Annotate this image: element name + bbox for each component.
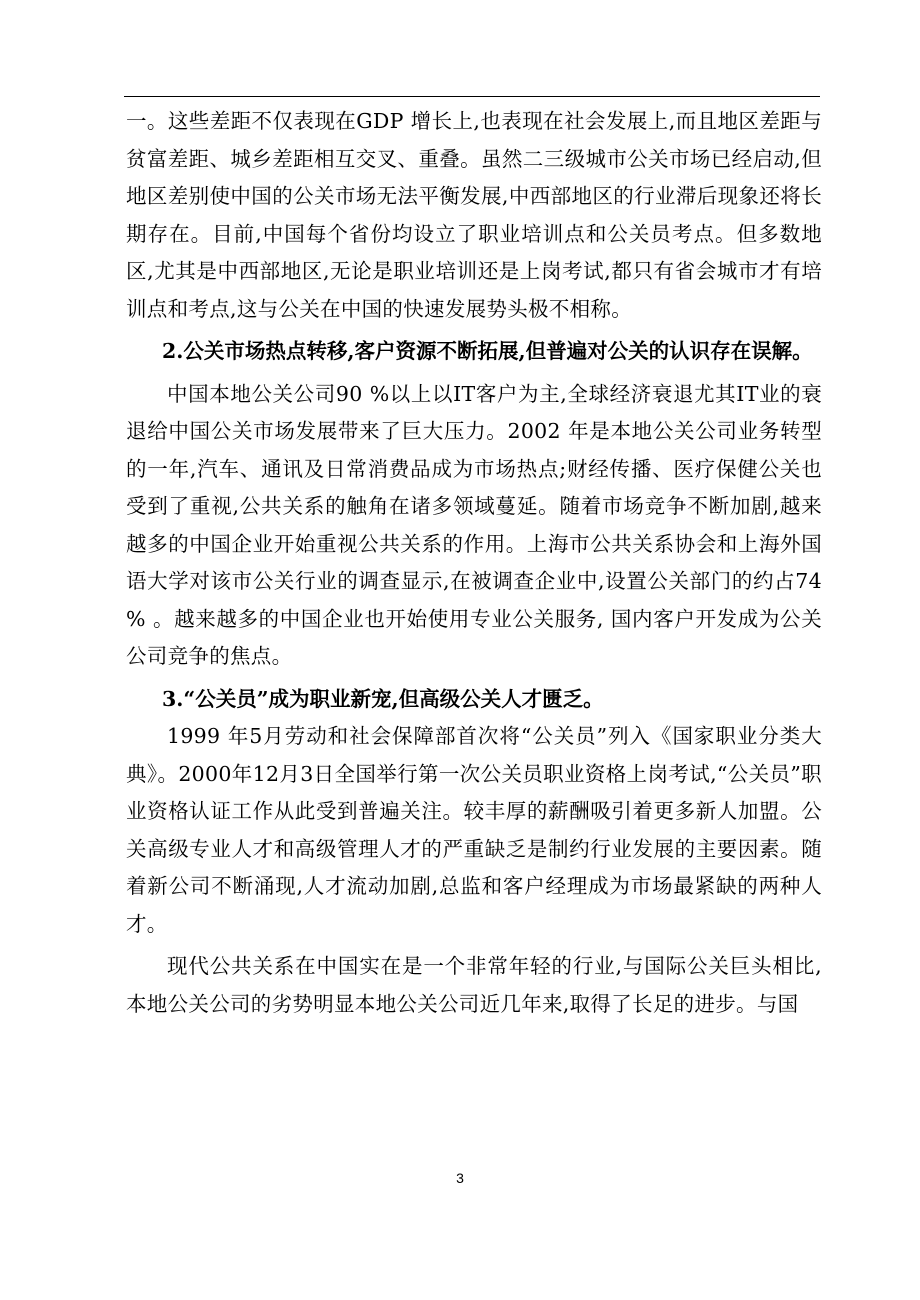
page-number: 3	[456, 1170, 464, 1186]
header-rule	[124, 96, 820, 97]
heading-market-shift: 2.公关市场热点转移,客户资源不断拓展,但普遍对公关的认识存在误解。	[162, 339, 813, 363]
heading-pr-profession: 3.“公关员”成为职业新宠,但高级公关人才匮乏。	[162, 686, 604, 711]
paragraph-regional-gap: 一。这些差距不仅表现在GDP 增长上,也表现在社会发展上,而且地区差距与贫富差距、城乡差距相互交叉、重叠。虽然二三级城市公关市场已经启动,但地区差别使中国的公关市场无法平衡发展,中西部地区的行业滞后现象还将长期存在。目前,中国每个省份均设立了职业培训点和公关员考点。但多数地区,尤其是中西部地区,无论是职业培训还是上岗考试,都只有省会城市才有培训点和考点,这与公关在中国的快速发展势头极不相称。	[126, 109, 822, 321]
document-body	[126, 103, 822, 1023]
paragraph-pr-certification: 1999 年5月劳动和社会保障部首次将“公关员”列入《国家职业分类大典》。2000年12月3日全国举行第一次公关员职业资格上岗考试,“公关员”职业资格认证工作从此受到普遍关注。较丰厚的薪酬吸引着更多新人加盟。公关高级专业人才和高级管理人才的严重缺乏是制约行业发展的主要因素。随着新公司不断涌现,人才流动加剧,总监和客户经理成为市场最紧缺的两种人才。	[126, 724, 822, 936]
paragraph-modern-pr: 现代公共关系在中国实在是一个非常年轻的行业,与国际公关巨头相比,本地公关公司的劣势明显本地公关公司近几年来,取得了长足的进步。与国	[126, 954, 822, 1016]
paragraph-local-pr-firms: 中国本地公关公司90 %以上以IT客户为主,全球经济衰退尤其IT业的衰退给中国公关市场发展带来了巨大压力。2002 年是本地公关公司业务转型的一年,汽车、通讯及日常消费品成为市场热点;财经传播、医疗保健公关也受到了重视,公共关系的触角在诸多领域蔓延。随着市场竞争不断加剧,越来越多的中国企业开始重视公共关系的作用。上海市公共关系协会和上海外国语大学对该市公关行业的调查显示,在被调查企业中,设置公关部门的约占74 % 。越来越多的中国企业也开始使用专业公关服务, 国内客户开发成为公关公司竞争的焦点。	[126, 381, 822, 668]
